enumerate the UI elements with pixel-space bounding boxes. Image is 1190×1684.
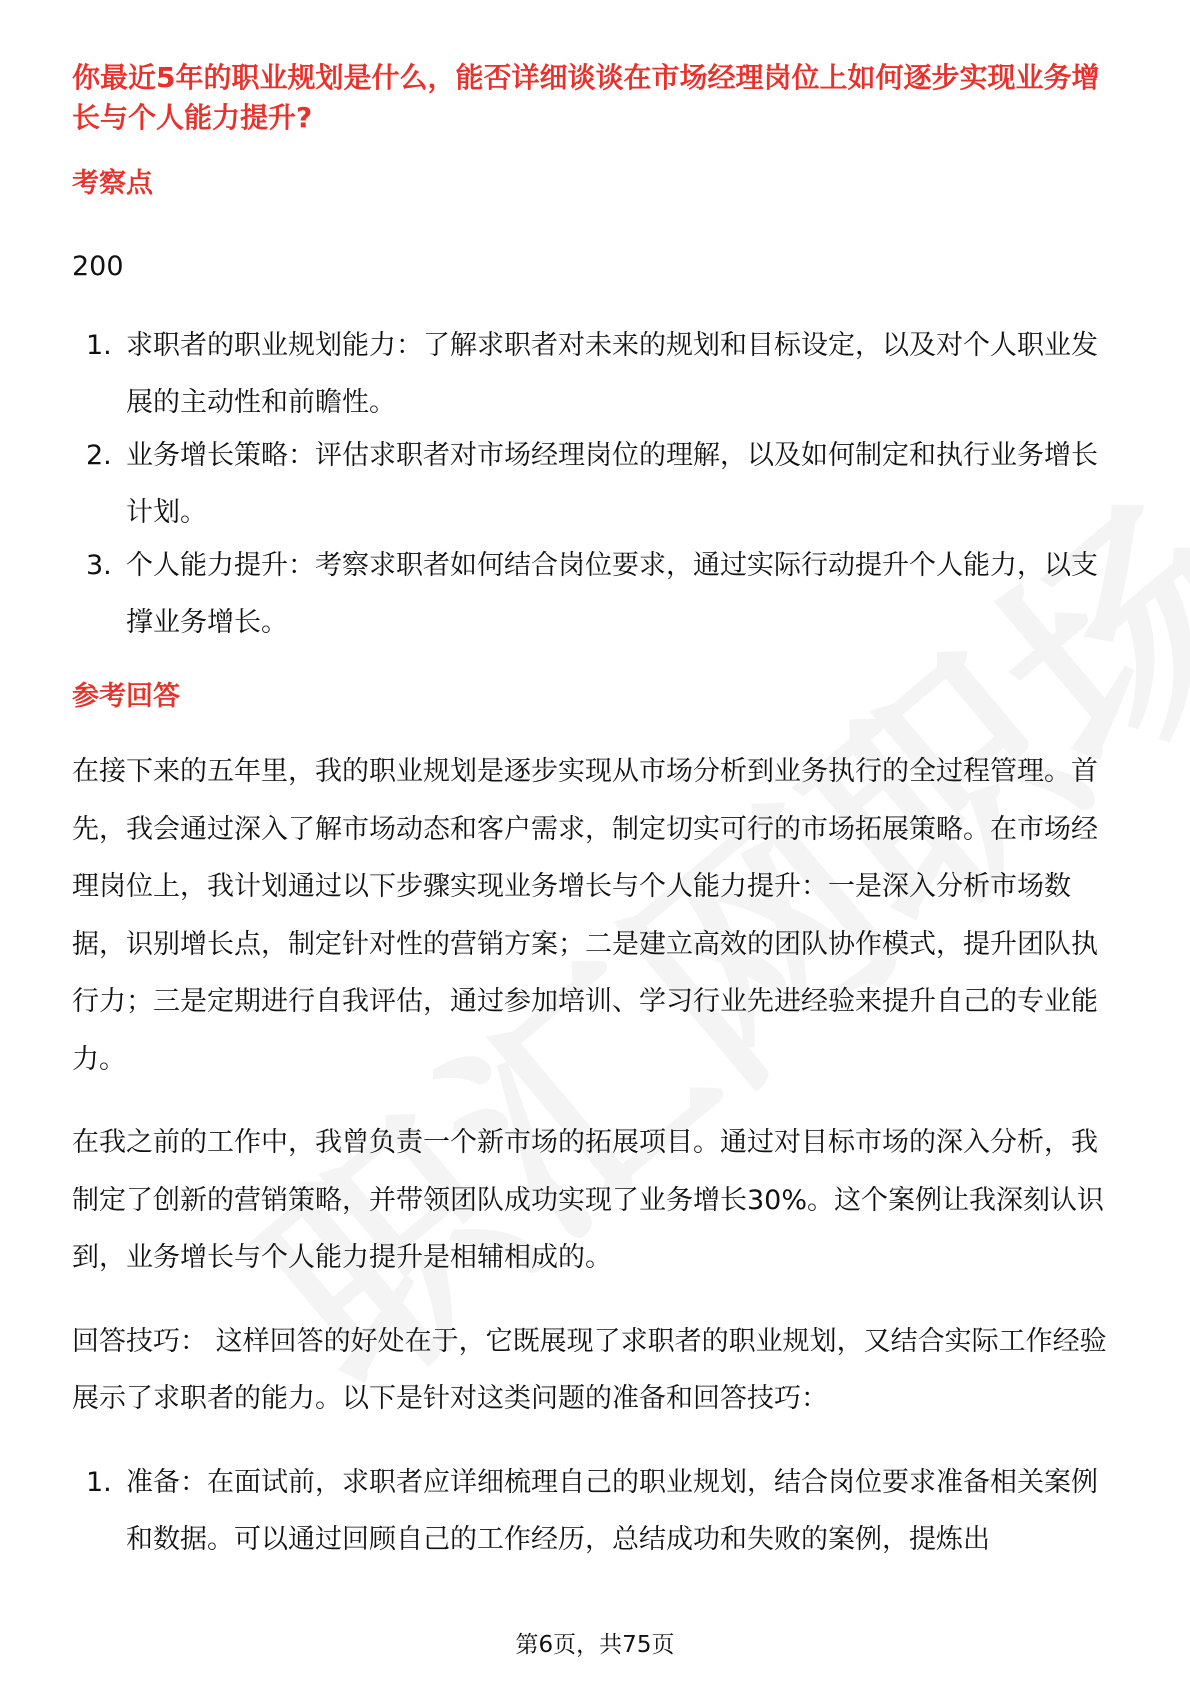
answer-tips-intro: 回答技巧： 这样回答的好处在于，它既展现了求职者的职业规划，又结合实际工作经验展示了求职者的能力。以下是针对这类问题的准备和回答技巧： (72, 1325, 1107, 1414)
tips-list (72, 1454, 1122, 1568)
list-item (72, 1454, 1122, 1568)
list-item-number: 1. (86, 330, 112, 361)
list-item-text: 业务增长策略：评估求职者对市场经理岗位的理解，以及如何制定和执行业务增长计划。 (126, 440, 1098, 528)
list-item-number: 1. (86, 1466, 112, 1498)
answer-heading: 参考回答 (72, 681, 180, 712)
list-item (72, 427, 1122, 541)
list-item (72, 537, 1122, 651)
list-item (72, 317, 1122, 431)
list-item-text: 个人能力提升：考察求职者如何结合岗位要求，通过实际行动提升个人能力，以支撑业务增长。 (126, 550, 1098, 638)
list-item-text: 准备：在面试前，求职者应详细梳理自己的职业规划，结合岗位要求准备相关案例和数据。可以通过回顾自己的工作经历，总结成功和失败的案例，提炼出 (126, 1466, 1098, 1555)
answer-paragraph-1: 在接下来的五年里，我的职业规划是逐步实现从市场分析到业务执行的全过程管理。首先，我会通过深入了解市场动态和客户需求，制定切实可行的市场拓展策略。在市场经理岗位上，我计划通过以下步骤实现业务增长与个人能力提升：一是深入分析市场数据，识别增长点，制定针对性的营销方案；二是建立高效的团队协作模式，提升团队执行力；三是定期进行自我评估，通过参加培训、学习行业先进经验来提升自己的专业能力。 (72, 756, 1098, 1075)
question-title: 你最近5年的职业规划是什么，能否详细谈谈在市场经理岗位上如何逐步实现业务增长与个人能力提升? (72, 61, 1100, 134)
list-item-text: 求职者的职业规划能力：了解求职者对未来的规划和目标设定，以及对个人职业发展的主动性和前瞻性。 (126, 330, 1098, 418)
kaochadian-list (72, 317, 1122, 651)
list-item-number: 2. (86, 440, 112, 471)
kaochadian-heading: 考察点 (72, 168, 153, 199)
kaochadian-number: 200 (72, 251, 124, 282)
answer-paragraph-2: 在我之前的工作中，我曾负责一个新市场的拓展项目。通过对目标市场的深入分析，我制定了创新的营销策略，并带领团队成功实现了业务增长30%。这个案例让我深刻认识到，业务增长与个人能力提升是相辅相成的。 (72, 1127, 1105, 1273)
list-item-number: 3. (86, 550, 112, 581)
document-page (72, 58, 1122, 1568)
page-number-label: 第6页，共75页 (515, 1632, 675, 1658)
page-footer (0, 1629, 1190, 1661)
